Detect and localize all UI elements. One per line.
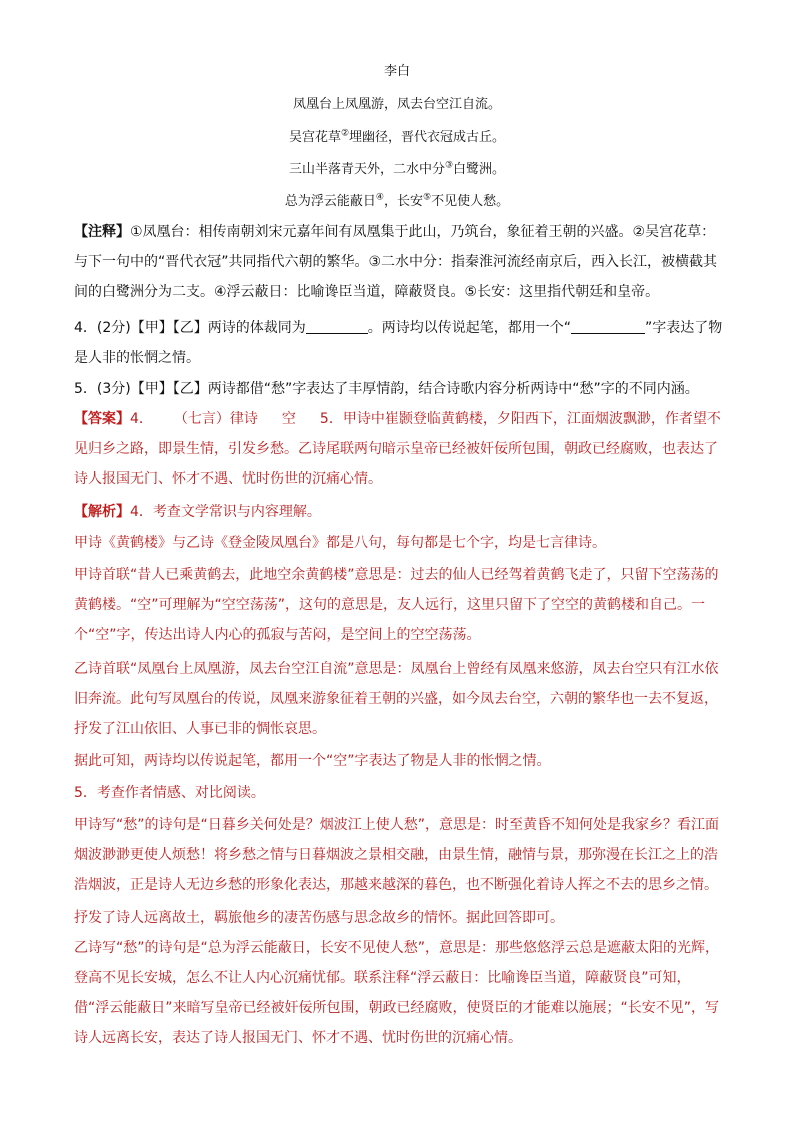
answer-4a: （七言）律诗 (180, 411, 258, 427)
poem-line-4: 总为浮云能蔽日④，长安⑤不见使人愁。 (284, 192, 510, 209)
poem-line-1: 凤凰台上凤凰游，凤去台空江自流。 (292, 97, 501, 112)
note-label: 【注释】 (74, 224, 130, 240)
analysis-p6: 甲诗写“愁”的诗句是“日暮乡关何处是？烟波江上使人愁”，意思是：时至黄昏不知何处是我家乡？看江面烟波渺渺更使人烦愁！将乡愁之情与日暮烟波之景相交融，由景生情，融情与景，那弥漫在长江之上的浩浩烟波，正是诗人无边乡愁的形象化表达，那越来越深的暮色，也不断强化着诗人挥之不去的思乡之情。 (74, 817, 720, 893)
answer-4b: 空 (281, 411, 296, 427)
analysis-p1: 甲诗《黄鹤楼》与乙诗《登金陵凤凰台》都是八句，每句都是七个字，均是七言律诗。 (74, 535, 606, 551)
blank-char (571, 319, 645, 334)
poem-line-3: 三山半落青天外，二水中分③白鹭洲。 (288, 160, 506, 177)
analysis-p4: 据此可知，两诗均以传说起笔，都用一个“空”字表达了物是人非的怅惘之情。 (74, 753, 551, 769)
poem-line-2: 吴宫花草②埋幽径，晋代衣冠成古丘。 (288, 128, 506, 145)
analysis-p8: 乙诗写“愁”的诗句是“总为浮云能蔽日，长安不见使人愁”，意思是：那些悠悠浮云总是遮蔽太阳的光辉，登高不见长安城，怎么不让人内心沉痛忧郁。联系注释“浮云蔽日：比喻谗臣当道，障蔽贤良”可知，借“浮云能蔽日”来暗写皇帝已经被奸佞所包围，朝政已经腐败，使贤臣的才能难以施展；“长安不见”，写诗人远离长安，表达了诗人报国无门、怀才不遇、忧时伤世的沉痛心情。 (74, 940, 720, 1046)
analysis-p3: 乙诗首联“凤凰台上凤凰游，凤去台空江自流”意思是：凤凰台上曾经有凤凰来悠游，凤去台空只有江水依旧奔流。此句写凤凰台的传说，凤凰来游象征着王朝的兴盛，如今凤去台空，六朝的繁华也一去不复返，抒发了江山依旧、人事已非的惆怅哀思。 (74, 661, 719, 737)
question-4: 4．(2分)【甲】【乙】两诗的体裁同为 。两诗均以传说起笔，都用一个“ ”字表达了物是人非的怅惘之情。 (74, 320, 723, 366)
answer-5: 5．甲诗中崔颢登临黄鹤楼，夕阳西下，江面烟波飘渺，作者望不见归乡之路，即景生情，引发乡愁。乙诗尾联两句暗示皇帝已经被奸佞所包围，朝政已经腐败，也表达了诗人报国无门、怀才不遇、忧时伤世的沉痛心情。 (74, 411, 721, 487)
poem-author: 李白 (383, 64, 410, 79)
analysis-intro: 【解析】4．考查文学常识与内容理解。 (74, 504, 321, 520)
answer-block: 【答案】4． （七言）律诗 空 5．甲诗中崔颢登临黄鹤楼，夕阳西下，江面烟波飘渺，作者望不见归乡之路，即景生情，引发乡愁。乙诗尾联两句暗示皇帝已经被奸佞所包围，朝政已经腐败，也表达了诗人报国无门、怀才不遇、忧时伤世的沉痛心情。 (74, 411, 721, 487)
blank-genre (306, 319, 368, 334)
analysis-p5: 5．考查作者情感、对比阅读。 (74, 785, 265, 801)
analysis-label: 【解析】 (74, 504, 130, 520)
answer-label: 【答案】 (74, 411, 130, 427)
note-paragraph: 【注释】①凤凰台：相传南朝刘宋元嘉年间有凤凰集于此山，乃筑台，象征着王朝的兴盛。②吴宫花草：与下一句中的“晋代衣冠”共同指代六朝的繁华。③二水中分：指秦淮河流经南京后，西入长江，被横截其间的白鹭洲分为二支。④浮云蔽日：比喻谗臣当道，障蔽贤良。⑤长安：这里指代朝廷和皇帝。 (74, 224, 718, 300)
question-5: 5．(3分)【甲】【乙】两诗都借“愁”字表达了丰厚情韵，结合诗歌内容分析两诗中“愁”字的不同内涵。 (74, 381, 699, 397)
analysis-p7: 抒发了诗人远离故土，羁旅他乡的凄苦伤感与思念故乡的情怀。据此回答即可。 (74, 910, 564, 926)
analysis-p2: 甲诗首联“昔人已乘黄鹤去，此地空余黄鹤楼”意思是：过去的仙人已经驾着黄鹤飞走了，只留下空荡荡的黄鹤楼。“空”可理解为“空空荡荡”，这句的意思是，友人远行，这里只留下了空空的黄鹤楼和自己。一个“空”字，传达出诗人内心的孤寂与苦闷，是空间上的空空荡荡。 (74, 567, 719, 643)
